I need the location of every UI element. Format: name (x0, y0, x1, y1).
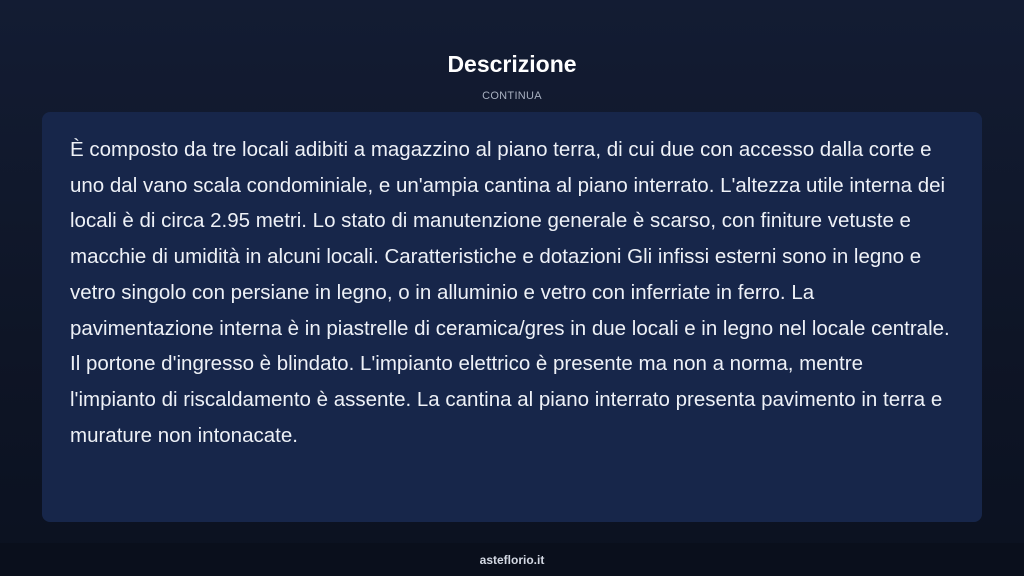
description-card (42, 112, 982, 522)
footer-bar (0, 543, 1024, 576)
description-text: È composto da tre locali adibiti a magazzino al piano terra, di cui due con accesso dalla corte e uno dal vano scala condominiale, e un'ampia cantina al piano interrato. L'altezza utile interna dei locali è di circa 2.95 metri. Lo stato di manutenzione generale è scarso, con finiture vetuste e macchie di umidità in alcuni locali. Caratteristiche e dotazioni Gli infissi esterni sono in legno e vetro singolo con persiane in legno, o in alluminio e vetro con inferriate in ferro. La pavimentazione interna è in piastrelle di ceramica/gres in due locali e in legno nel locale centrale. Il portone d'ingresso è blindato. L'impianto elettrico è presente ma non a norma, mentre l'impianto di riscaldamento è assente. La cantina al piano interrato presenta pavimento in terra e murature non intonacate. (70, 138, 950, 447)
page-subtitle: CONTINUA (482, 90, 542, 102)
footer-brand: asteflorio.it (479, 553, 545, 567)
page-title: Descrizione (447, 51, 577, 77)
